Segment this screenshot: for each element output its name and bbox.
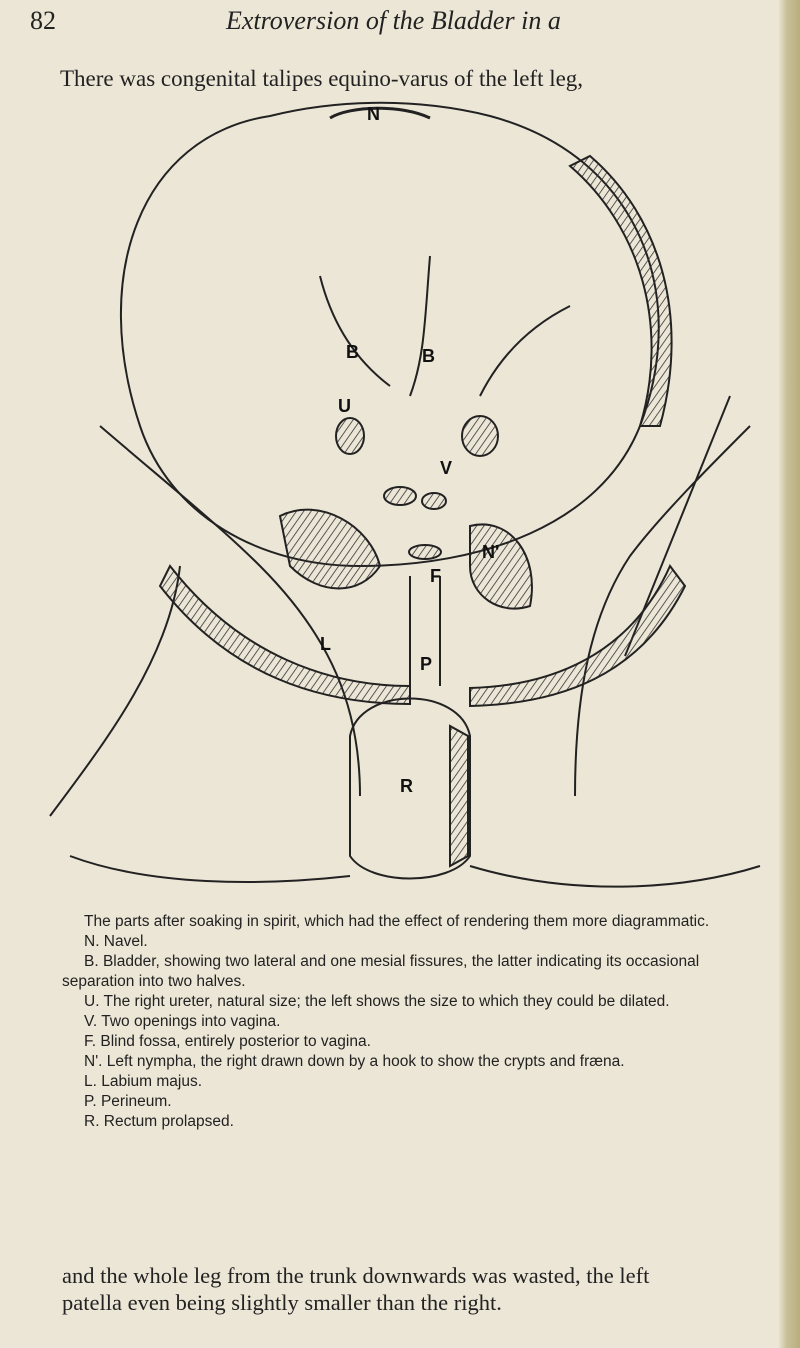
rectum-shadow — [450, 726, 468, 866]
nympha-left — [280, 510, 380, 589]
bottom-sweep — [70, 856, 350, 882]
fossa — [409, 545, 441, 559]
label-ureter: U — [338, 396, 351, 416]
fissure-mesial — [410, 256, 430, 396]
caption-key-item: B. Bladder, showing two lateral and one mesial fissures, the latter indicating its occasional separation into two halves. — [62, 953, 700, 990]
label-fossa: F — [430, 566, 441, 586]
label-bladder-left: B — [346, 342, 359, 362]
label-nympha: N' — [482, 542, 500, 562]
bottom-sweep-right — [470, 866, 760, 887]
opening-line: There was congenital talipes equino-varus of the left leg, — [60, 66, 584, 91]
running-head — [30, 6, 590, 40]
caption-key-item: U. The right ureter, natural size; the left shows the size to which they could be dilated. — [84, 993, 670, 1010]
running-title: Extroversion of the Bladder in a — [226, 6, 561, 35]
figure-drawing — [30, 96, 770, 896]
fissure-left — [320, 276, 390, 386]
closing-line-1: and the whole leg from the trunk downwards was wasted, the left — [62, 1263, 650, 1288]
ureter-right — [336, 418, 364, 454]
label-bladder-right: B — [422, 346, 435, 366]
caption-intro: The parts after soaking in spirit, which had the effect of rendering them more diagrammatic. — [84, 913, 710, 930]
page-number: 82 — [30, 6, 56, 35]
figure-caption — [62, 912, 762, 1132]
label-labium: L — [320, 634, 331, 654]
caption-key-item: F. Blind fossa, entirely posterior to vagina. — [84, 1033, 371, 1050]
caption-key-item: N. Navel. — [84, 933, 148, 950]
navel-cap — [330, 108, 430, 118]
left-thigh-curve — [100, 426, 360, 796]
label-perineum: P — [420, 654, 433, 674]
label-vagina: V — [440, 458, 453, 478]
caption-key-item: L. Labium majus. — [84, 1073, 203, 1090]
caption-key-item: P. Perineum. — [84, 1093, 172, 1110]
labium-left-band — [160, 566, 410, 704]
label-rectum: R — [400, 776, 413, 796]
ureter-left — [462, 416, 498, 456]
closing-paragraph — [62, 1262, 762, 1316]
caption-key-item: N'. Left nympha, the right drawn down by a hook to show the crypts and fræna. — [84, 1053, 625, 1070]
vagina-opening-right — [422, 493, 446, 509]
label-navel: N — [367, 104, 380, 124]
page-edge-shadow — [778, 0, 800, 1348]
left-thigh-outer — [50, 566, 180, 816]
fissure-right — [480, 306, 570, 396]
bladder-right-rim — [570, 156, 672, 426]
caption-key-item: R. Rectum prolapsed. — [84, 1113, 234, 1130]
vagina-opening-left — [384, 487, 416, 505]
caption-key-item: V. Two openings into vagina. — [84, 1013, 281, 1030]
anatomical-figure — [30, 96, 770, 896]
closing-line-2: patella even being slightly smaller than the right. — [62, 1290, 502, 1315]
